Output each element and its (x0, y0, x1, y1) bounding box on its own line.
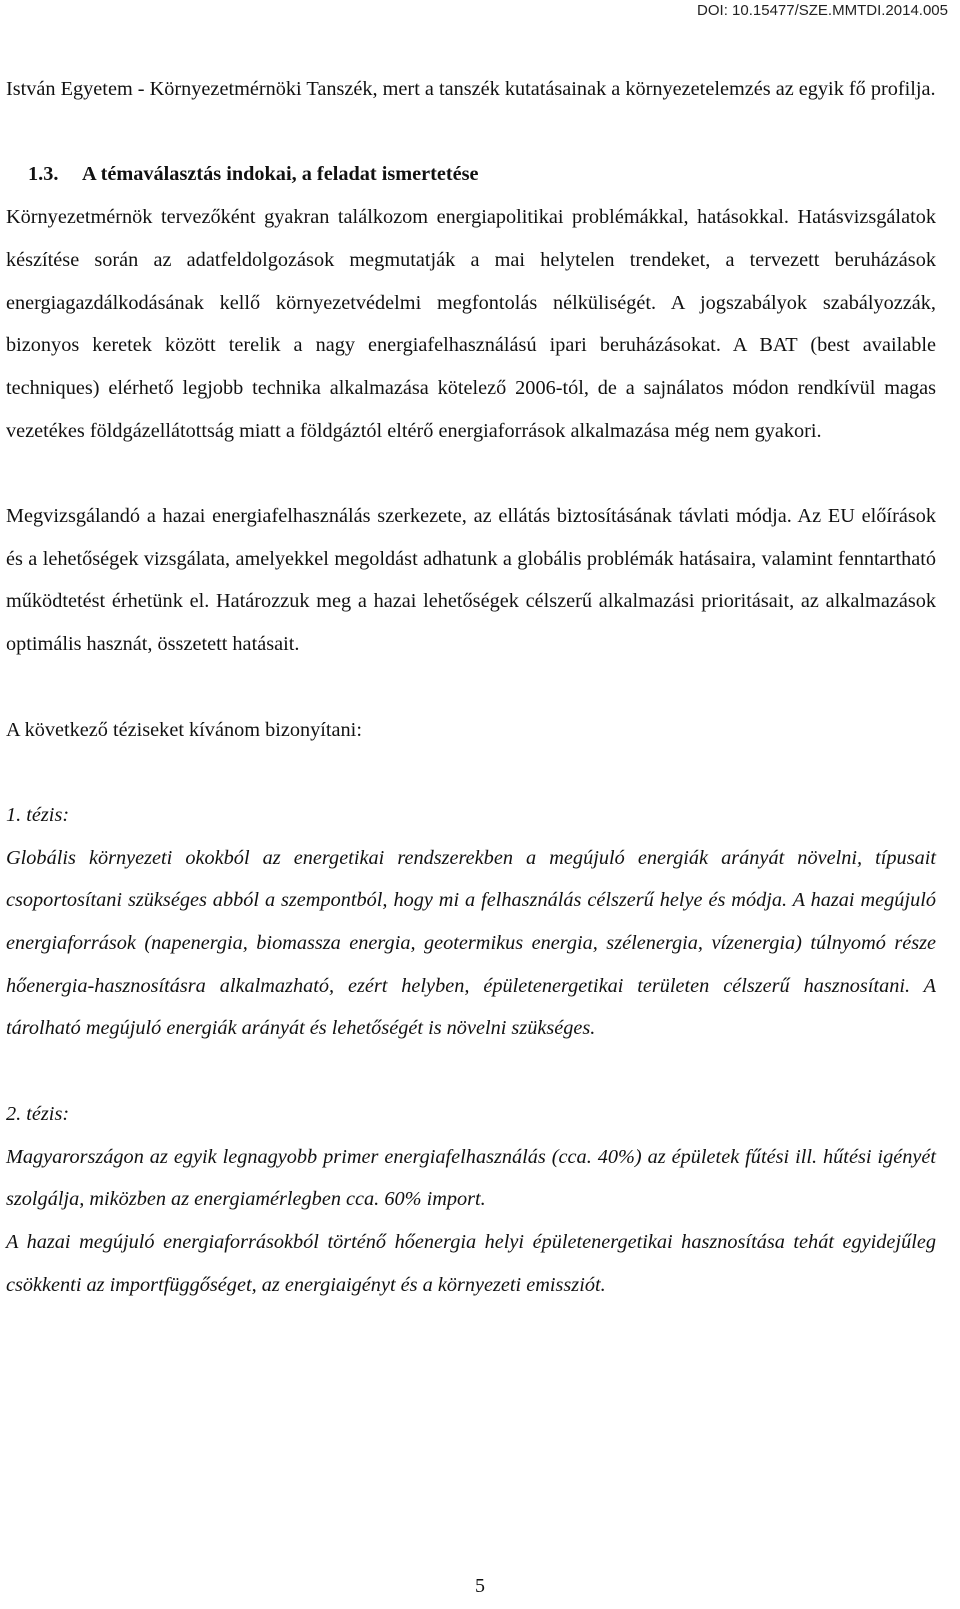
page-body (6, 68, 936, 1306)
paragraph-2: Megvizsgálandó a hazai energiafelhasználás szerkezete, az ellátás biztosításának távlati módja. Az EU előírások és a lehetőségek vizsgálata, amelyekkel megoldást adhatunk a globális problémák hatásaira, valamint fenntartható működtetést érhetünk el. Határozzuk meg a hazai lehetőségek célszerű alkalmazási prioritásait, az alkalmazások optimális hasznát, összetett hatásait. (6, 505, 936, 656)
thesis-2-text-b: A hazai megújuló energiaforrásokból történő hőenergia helyi épületenergetikai hasznosítása tehát egyidejűleg csökkenti az importfüggőséget, az energiaigényt és a környezeti emissziót. (6, 1230, 936, 1296)
theses-intro: A következő téziseket kívánom bizonyítani: (6, 718, 362, 741)
thesis-1-label: 1. tézis: (6, 803, 70, 826)
thesis-1-text-b: A hazai megújuló energiaforrások (napenergia, biomassza energia, geotermikus energia, szélenergia, vízenergia) túlnyomó része hőenergia-hasznosításra alkalmazható, ezért helyben, épületenergetikai területen célszerű hasznosítani. A tárolható megújuló energiák arányát és lehetőségét is növelni szükséges. (6, 889, 936, 1040)
page-number: 5 (475, 1575, 485, 1597)
thesis-1-text-a: Globális környezeti okokból az energetikai rendszerekben a megújuló energiák arányát növelni, típusait csoportosítani szükséges abból a szempontból, hogy mi a felhasználás célszerű helye és módja. (6, 846, 936, 912)
doi-header: DOI: 10.15477/SZE.MMTDI.2014.005 (697, 2, 948, 19)
thesis-2-label: 2. tézis: (6, 1102, 70, 1125)
intro-paragraph: István Egyetem - Környezetmérnöki Tanszék, mert a tanszék kutatásainak a környezetelemzés az egyik fő profilja. (6, 78, 936, 100)
section-title: A témaválasztás indokai, a feladat ismertetése (82, 163, 479, 186)
section-number: 1.3. (28, 163, 59, 186)
paragraph-1: Környezetmérnök tervezőként gyakran találkozom energiapolitikai problémákkal, hatásokkal. Hatásvizsgálatok készítése során az adatfeldolgozások megmutatják a mai helytelen trendeket, a tervezett beruházások energiagazdálkodásának kellő környezetvédelmi megfontolás nélküliségét. A jogszabályok szabályozzák, bizonyos keretek között terelik a nagy energiafelhasználású ipari beruházásokat. A BAT (best available techniques) elérhető legjobb technika alkalmazása kötelező 2006-tól, de a sajnálatos módon rendkívül magas vezetékes földgázellátottság miatt a földgáztól eltérő energiaforrások alkalmazása még nem gyakori. (6, 206, 936, 442)
section-heading (6, 153, 936, 196)
thesis-1-text (6, 837, 936, 1051)
thesis-2-text-a: Magyarországon az egyik legnagyobb primer energiafelhasználás (cca. 40%) az épületek fűtési ill. hűtési igényét szolgálja, miközben az energiamérlegben cca. 60% import. (6, 1145, 936, 1211)
